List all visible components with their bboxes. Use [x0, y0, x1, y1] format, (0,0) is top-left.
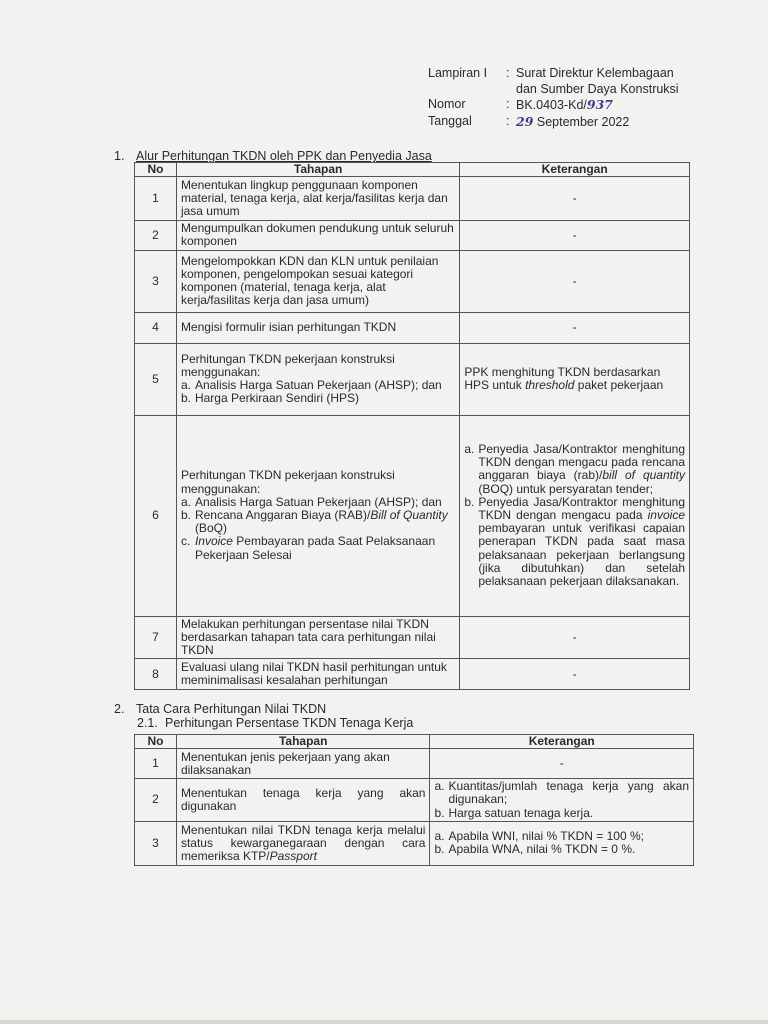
row-tahapan: Menentukan lingkup penggunaan komponen material, tenaga kerja, alat kerja/fasilitas kerja dan jasa umum [176, 177, 459, 221]
row-no: 4 [135, 312, 177, 343]
table-row [135, 343, 690, 415]
row-tahapan: Evaluasi ulang nilai TKDN hasil perhitungan untuk meminimalisasi kesalahan perhitungan [176, 659, 459, 690]
table-row [135, 779, 694, 822]
colon: : [506, 97, 510, 111]
col-header-no: No [135, 163, 177, 177]
row-no: 8 [135, 659, 177, 690]
table-row [135, 250, 690, 312]
colon: : [506, 113, 510, 128]
row-no: 2 [135, 779, 177, 822]
lampiran-value-1: Surat Direktur Kelembagaan [516, 66, 674, 80]
row-no: 7 [135, 616, 177, 659]
row-tahapan: Melakukan perhitungan persentase nilai TKDN berdasarkan tahapan tata cara perhitungan nilai TKDN [176, 616, 459, 659]
nomor-key: Nomor [428, 97, 466, 111]
col-header-keterangan: Keterangan [460, 163, 690, 177]
row-tahapan: Menentukan tenaga kerja yang akan digunakan [176, 779, 430, 822]
row-no: 3 [135, 821, 177, 865]
table-row [135, 749, 694, 779]
table-row [135, 616, 690, 659]
row-tahapan: Menentukan nilai TKDN tenaga kerja melalui status kewarganegaraan dengan cara memeriksa KTP/Passport [176, 821, 430, 865]
section-1-heading: 1. Alur Perhitungan TKDN oleh PPK dan Penyedia Jasa [114, 149, 432, 163]
row-keterangan: - [460, 312, 690, 343]
section-2-heading: 2. Tata Cara Perhitungan Nilai TKDN [114, 702, 327, 716]
lampiran-key: Lampiran I [428, 66, 488, 80]
col-header-tahapan: Tahapan [176, 735, 430, 749]
colon: : [506, 66, 510, 80]
tanggal-value: 29 September 2022 [516, 113, 630, 129]
row-keterangan: - [460, 659, 690, 690]
row-no: 1 [135, 749, 177, 779]
col-header-tahapan: Tahapan [176, 163, 459, 177]
table-tkdn-tenaga-kerja [134, 734, 694, 866]
row-tahapan: Mengelompokkan KDN dan KLN untuk penilaian komponen, pengelompokan sesuai kategori komponen (material, tenaga kerja, alat kerja/fasilitas kerja dan jasa umum) [176, 250, 459, 312]
row-no: 2 [135, 221, 177, 250]
row-keterangan: - [460, 616, 690, 659]
row-keterangan: PPK menghitung TKDN berdasarkan HPS untuk threshold paket pekerjaan [460, 343, 690, 415]
subsection-2-1-heading: 2.1. Perhitungan Persentase TKDN Tenaga Kerja [137, 716, 414, 730]
table-row [135, 312, 690, 343]
row-no: 1 [135, 177, 177, 221]
page-bottom-edge [0, 1020, 768, 1024]
nomor-value: BK.0403-Kd/937 [516, 97, 613, 112]
row-keterangan: a. Kuantitas/jumlah tenaga kerja yang akan digunakan; b. Harga satuan tenaga kerja. [430, 779, 694, 822]
table-row [135, 821, 694, 865]
row-tahapan: Perhitungan TKDN pekerjaan konstruksi menggunakan: a. Analisis Harga Satuan Pekerjaan (AHSP); dan b. Harga Perkiraan Sendiri (HPS) [176, 343, 459, 415]
row-keterangan: - [430, 749, 694, 779]
tanggal-key: Tanggal [428, 113, 472, 128]
row-keterangan: - [460, 250, 690, 312]
table-row [135, 415, 690, 616]
row-keterangan: - [460, 177, 690, 221]
row-no: 6 [135, 415, 177, 616]
table-header-row [135, 163, 690, 177]
col-header-keterangan: Keterangan [430, 735, 694, 749]
row-tahapan: Mengumpulkan dokumen pendukung untuk seluruh komponen [176, 221, 459, 250]
row-tahapan: Mengisi formulir isian perhitungan TKDN [176, 312, 459, 343]
table-row [135, 177, 690, 221]
col-header-no: No [135, 735, 177, 749]
tanggal-handwritten: 29 [516, 113, 534, 129]
row-no: 5 [135, 343, 177, 415]
nomor-handwritten: 937 [586, 97, 613, 112]
table-alur-perhitungan [134, 162, 690, 690]
row-tahapan: Menentukan jenis pekerjaan yang akan dilaksanakan [176, 749, 430, 779]
row-keterangan: - [460, 221, 690, 250]
row-tahapan: Perhitungan TKDN pekerjaan konstruksi menggunakan: a. Analisis Harga Satuan Pekerjaan (AHSP); dan b. Rencana Anggaran Biaya (RAB)/Bill of Quantity (BoQ) c. Invoice Pembayaran pada Saat Pelaksanaan Pekerjaan Selesai [176, 415, 459, 616]
letter-header [428, 66, 679, 130]
table-row [135, 221, 690, 250]
row-keterangan: a. Apabila WNI, nilai % TKDN = 100 %; b. Apabila WNA, nilai % TKDN = 0 %. [430, 821, 694, 865]
table-header-row [135, 735, 694, 749]
table-row [135, 659, 690, 690]
lampiran-value-2: dan Sumber Daya Konstruksi [516, 81, 679, 96]
row-keterangan: a. Penyedia Jasa/Kontraktor menghitung TKDN dengan mengacu pada rencana anggaran biaya (rab)/bill of quantity (BOQ) untuk persyaratan tender; b. Penyedia Jasa/Kontraktor menghitung TKDN dengan mengacu pada invoice pembayaran untuk verifikasi capaian penerapan TKDN pada saat masa pelaksanaan pekerjaan berlangsung (jika dibutuhkan) dan setelah pelaksanaan pekerjaan dilaksanakan. [460, 415, 690, 616]
row-no: 3 [135, 250, 177, 312]
